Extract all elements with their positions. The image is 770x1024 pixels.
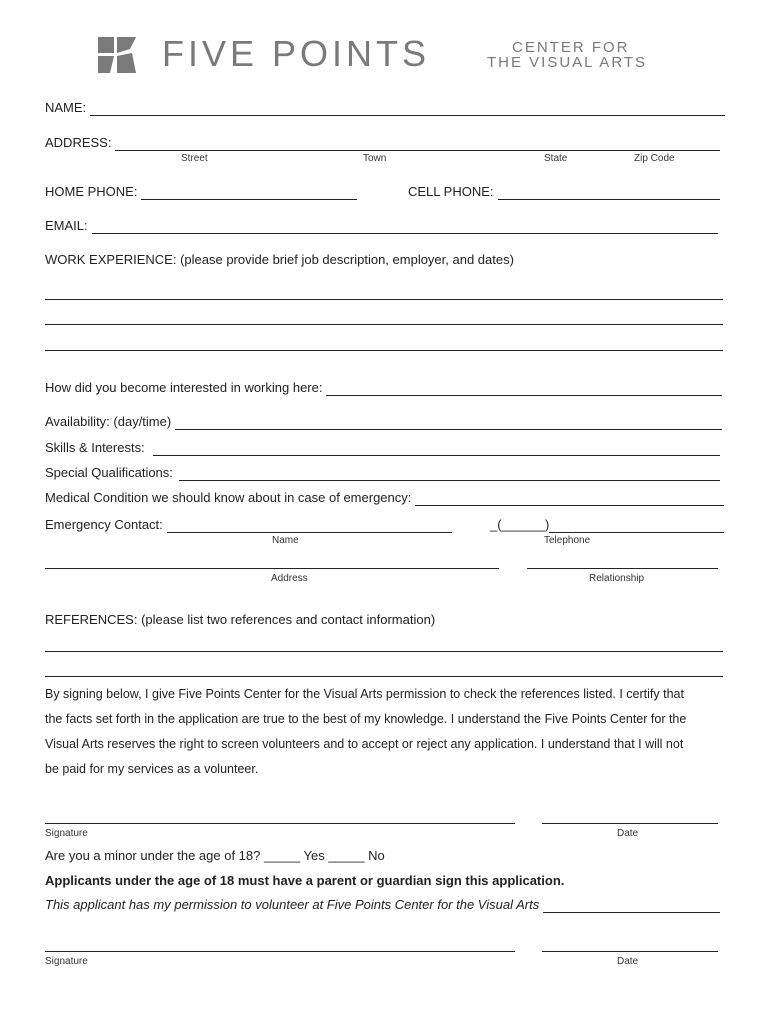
name-input-line[interactable] xyxy=(90,103,725,116)
references-label: REFERENCES: (please list two references and contact information) xyxy=(45,612,436,627)
address-street-caption: Street xyxy=(181,153,208,164)
consent-paragraph xyxy=(45,682,725,782)
name-field[interactable] xyxy=(45,100,725,116)
guardian-permission-input-line[interactable] xyxy=(543,900,720,913)
skills-input-line[interactable] xyxy=(153,443,720,456)
home-phone-label: HOME PHONE: xyxy=(45,184,138,199)
guardian-permission-label: This applicant has my permission to volunteer at Five Points Center for the Visual Arts xyxy=(45,897,540,912)
work-experience-line-1[interactable] xyxy=(45,299,723,300)
date-input-line[interactable] xyxy=(542,823,718,824)
emergency-contact-label: Emergency Contact: xyxy=(45,517,163,532)
special-qualifications-label: Special Qualifications: xyxy=(45,465,173,480)
email-input-line[interactable] xyxy=(92,221,718,234)
guardian-date-input-line[interactable] xyxy=(542,951,718,952)
emergency-address-caption: Address xyxy=(271,573,308,584)
emergency-relationship-input-line[interactable] xyxy=(527,568,718,569)
availability-input-line[interactable] xyxy=(175,417,722,430)
five-points-logo-icon xyxy=(96,35,138,75)
skills-field[interactable] xyxy=(45,440,720,456)
guardian-date-caption: Date xyxy=(617,956,639,967)
home-phone-input-line[interactable] xyxy=(141,187,357,200)
skills-label: Skills & Interests: xyxy=(45,440,145,455)
references-line-2[interactable] xyxy=(45,676,723,677)
cell-phone-label: CELL PHONE: xyxy=(408,184,494,199)
address-zip-caption: Zip Code xyxy=(634,153,675,164)
medical-condition-input-line[interactable] xyxy=(415,493,724,506)
interest-input-line[interactable] xyxy=(326,383,722,396)
medical-condition-field[interactable] xyxy=(45,490,724,506)
interest-label: How did you become interested in working here: xyxy=(45,380,323,395)
email-field[interactable] xyxy=(45,218,718,234)
consent-line-3: Visual Arts reserves the right to screen volunteers and to accept or reject any application. I understand that I will not xyxy=(45,737,684,751)
home-phone-field[interactable] xyxy=(45,184,357,200)
availability-field[interactable] xyxy=(45,414,722,430)
consent-line-2: the facts set forth in the application are true to the best of my knowledge. I understand the Five Points Center for the xyxy=(45,712,687,726)
cell-phone-input-line[interactable] xyxy=(498,187,721,200)
consent-line-1: By signing below, I give Five Points Center for the Visual Arts permission to check the references listed. I certify that xyxy=(45,687,684,701)
special-qualifications-input-line[interactable] xyxy=(179,468,720,481)
brand-subtitle-line2: THE VISUAL ARTS xyxy=(487,54,648,71)
emergency-name-input-line[interactable] xyxy=(167,520,452,533)
emergency-contact-field[interactable] xyxy=(45,517,452,533)
references-line-1[interactable] xyxy=(45,651,723,652)
consent-line-4: be paid for my services as a volunteer. xyxy=(45,762,259,776)
date-caption: Date xyxy=(617,828,639,839)
brand-name: FIVE POINTS xyxy=(162,33,431,74)
address-town-caption: Town xyxy=(363,153,387,164)
availability-label: Availability: (day/time) xyxy=(45,414,172,429)
address-label: ADDRESS: xyxy=(45,135,112,150)
brand-subtitle-line1: CENTER FOR xyxy=(512,39,630,56)
emergency-name-caption: Name xyxy=(272,535,299,546)
signature-caption: Signature xyxy=(45,828,88,839)
medical-condition-label: Medical Condition we should know about in case of emergency: xyxy=(45,490,412,505)
interest-field[interactable] xyxy=(45,380,722,396)
emergency-phone-input-line[interactable] xyxy=(549,520,724,533)
address-input-line[interactable] xyxy=(115,138,720,151)
guardian-signature-input-line[interactable] xyxy=(45,951,515,952)
work-experience-line-3[interactable] xyxy=(45,350,723,351)
signature-input-line[interactable] xyxy=(45,823,515,824)
emergency-address-input-line[interactable] xyxy=(45,568,499,569)
minor-notice: Applicants under the age of 18 must have a parent or guardian sign this application. xyxy=(45,873,565,888)
emergency-phone-field[interactable] xyxy=(490,517,724,533)
work-experience-label: WORK EXPERIENCE: (please provide brief job description, employer, and dates) xyxy=(45,252,514,267)
name-label: NAME: xyxy=(45,100,87,115)
work-experience-line-2[interactable] xyxy=(45,324,723,325)
address-state-caption: State xyxy=(544,153,568,164)
cell-phone-field[interactable] xyxy=(408,184,720,200)
minor-question: Are you a minor under the age of 18? _____ Yes _____ No xyxy=(45,848,385,863)
emergency-telephone-caption: Telephone xyxy=(544,535,591,546)
emergency-relationship-caption: Relationship xyxy=(589,573,645,584)
address-field[interactable] xyxy=(45,135,720,151)
guardian-signature-caption: Signature xyxy=(45,956,88,967)
email-label: EMAIL: xyxy=(45,218,88,233)
emergency-phone-prefix: _(______) xyxy=(490,517,550,532)
guardian-permission-field[interactable] xyxy=(45,897,720,913)
special-qualifications-field[interactable] xyxy=(45,465,720,481)
